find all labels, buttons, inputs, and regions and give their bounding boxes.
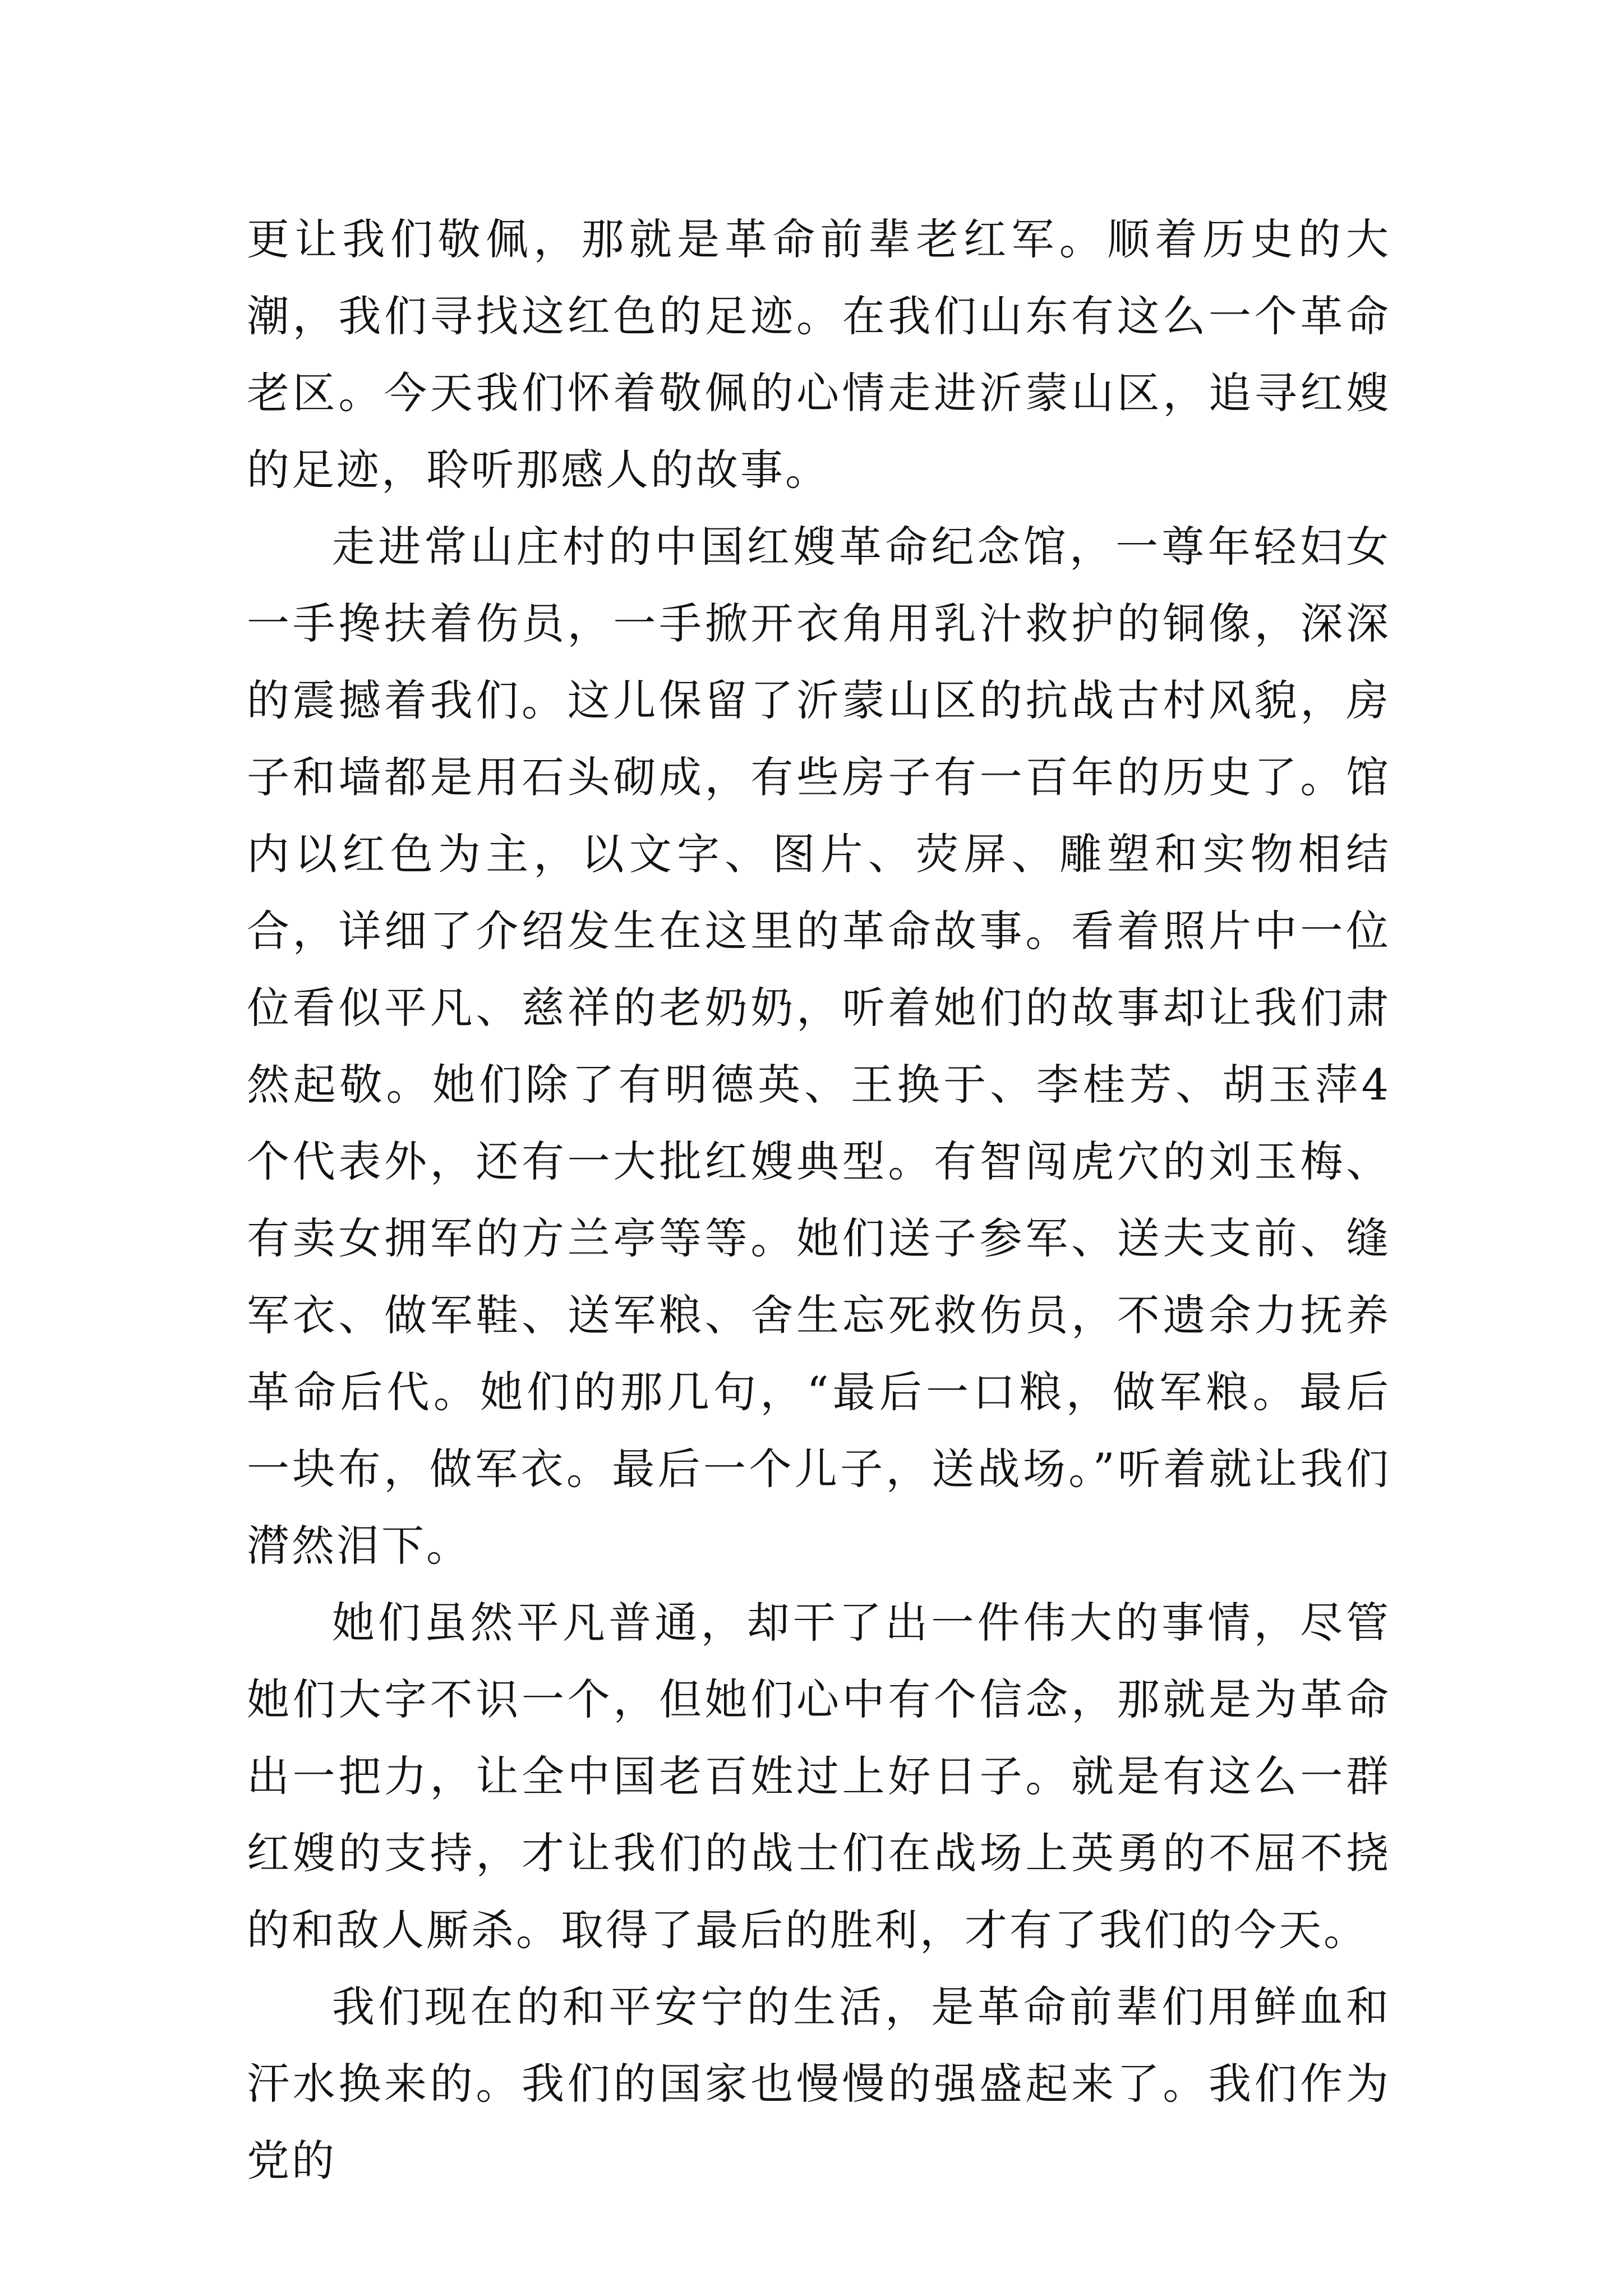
paragraph-2: 走进常山庄村的中国红嫂革命纪念馆，一尊年轻妇女一手搀扶着伤员，一手掀开衣角用乳汁救护的铜像，深深的震撼着我们。这儿保留了沂蒙山区的抗战古村风貌，房子和墙都是用石头砌成，有些房子有一百年的历史了。馆内以红色为主，以文字、图片、荧屏、雕塑和实物相结合，详细了介绍发生在这里的革命故事。看着照片中一位位看似平凡、慈祥的老奶奶，听着她们的故事却让我们肃然起敬。她们除了有明德英、王换于、李桂芳、胡玉萍4个代表外，还有一大批红嫂典型。有智闯虎穴的刘玉梅、有卖女拥军的方兰亭等等。她们送子参军、送夫支前、缝军衣、做军鞋、送军粮、舍生忘死救伤员，不遗余力抚养革命后代。她们的那几句，“最后一口粮，做军粮。最后一块布，做军衣。最后一个儿子，送战场。”听着就让我们潸然泪下。	[247, 522, 1391, 1571]
paragraph-1: 更让我们敬佩，那就是革命前辈老红军。顺着历史的大潮，我们寻找这红色的足迹。在我们山东有这么一个革命老区。今天我们怀着敬佩的心情走进沂蒙山区，追寻红嫂的足迹，聆听那感人的故事。	[247, 214, 1391, 495]
paragraph-3: 她们虽然平凡普通，却干了出一件伟大的事情，尽管她们大字不识一个，但她们心中有个信念，那就是为革命出一把力，让全中国老百姓过上好日子。就是有这么一群红嫂的支持，才让我们的战士们在战场上英勇的不屈不挠的和敌人厮杀。取得了最后的胜利，才有了我们的今天。	[247, 1598, 1391, 1955]
document-body	[247, 201, 1391, 2199]
paragraph-4: 我们现在的和平安宁的生活，是革命前辈们用鲜血和汗水换来的。我们的国家也慢慢的强盛起来了。我们作为党的	[247, 1982, 1391, 2185]
